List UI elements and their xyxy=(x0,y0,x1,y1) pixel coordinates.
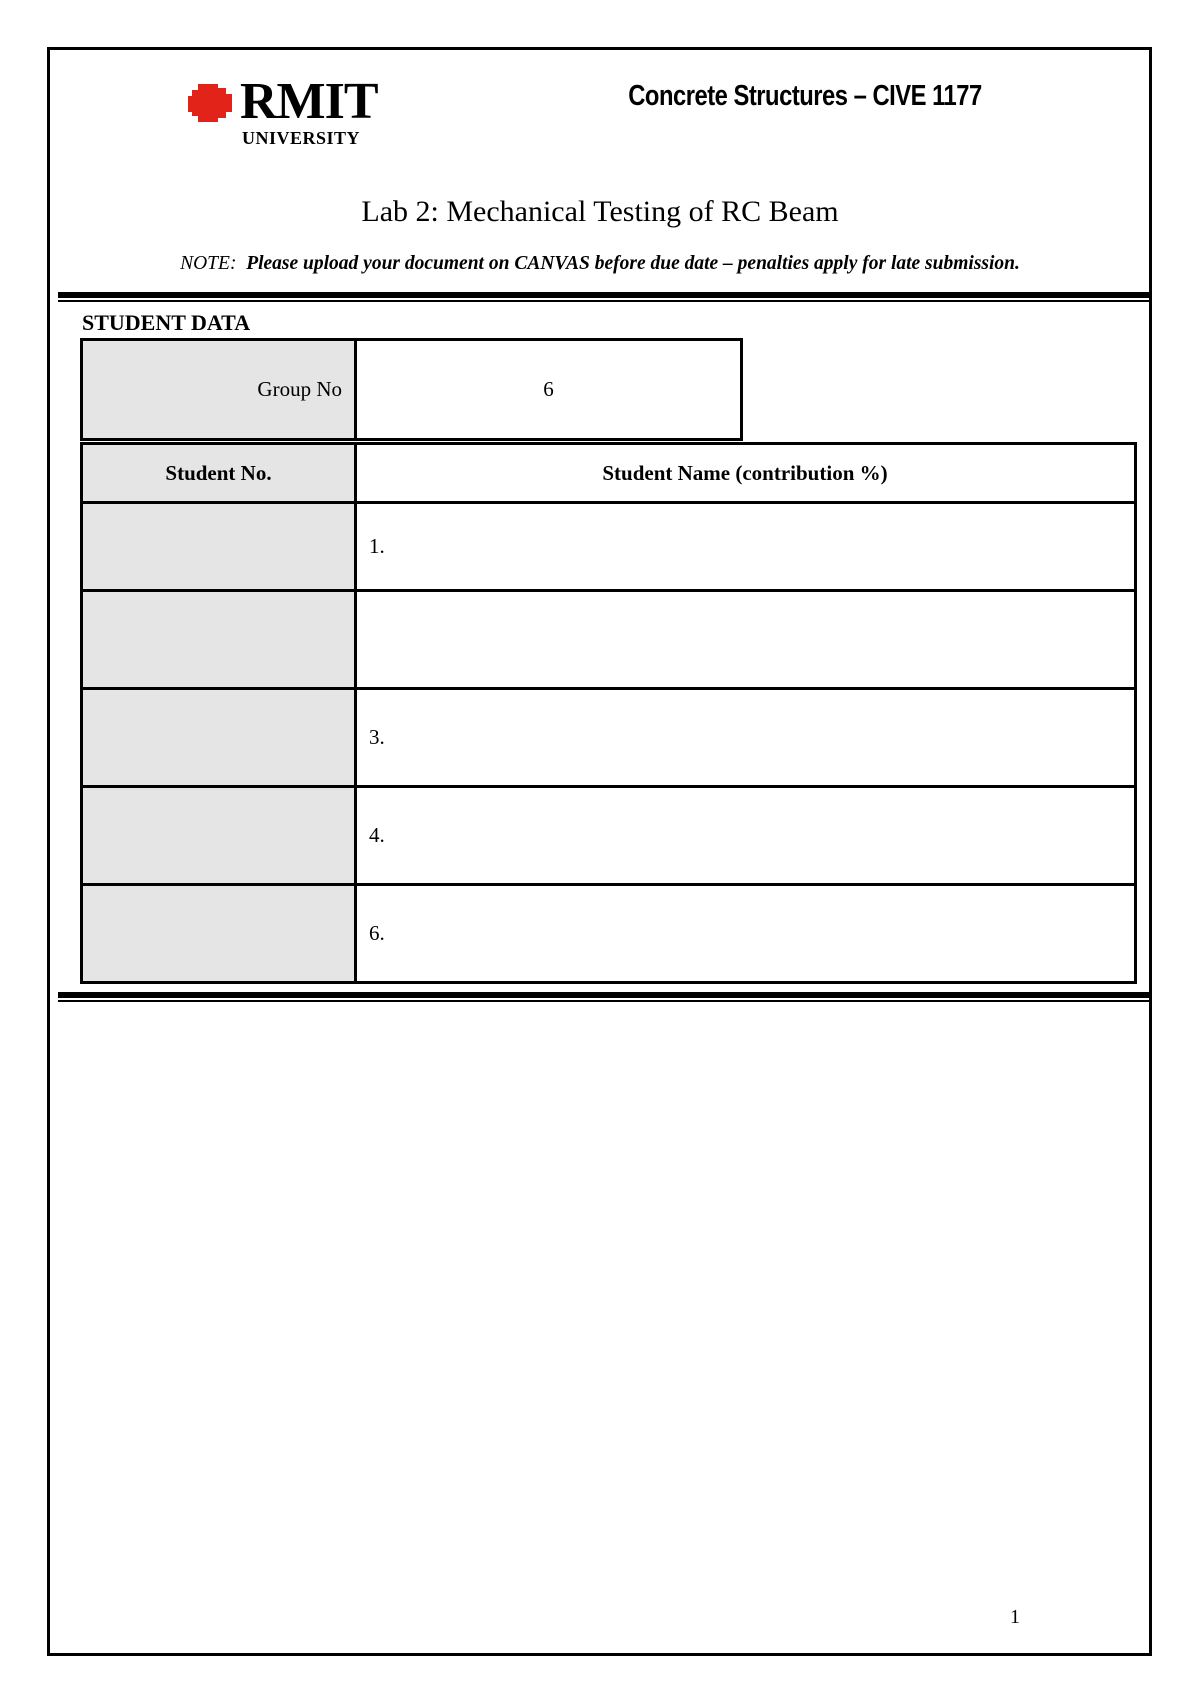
table-row xyxy=(82,591,1136,689)
header-divider-thin xyxy=(58,300,1152,302)
logo-subtext: UNIVERSITY xyxy=(242,128,361,148)
group-label: Group No xyxy=(82,340,356,440)
table-header-row xyxy=(82,444,1136,503)
logo-wordmark: RMIT xyxy=(240,73,378,130)
section-divider-thin xyxy=(58,1000,1152,1002)
column-header-student-name: Student Name (contribution %) xyxy=(356,444,1136,503)
section-heading: STUDENT DATA xyxy=(82,310,251,335)
student-name-cell[interactable]: 1. xyxy=(356,503,1136,591)
header-divider xyxy=(58,292,1152,298)
section-divider xyxy=(58,992,1152,998)
student-name-cell[interactable] xyxy=(356,591,1136,689)
rmit-pixel-icon xyxy=(188,82,234,124)
student-no-cell[interactable] xyxy=(82,885,356,983)
document-title: Lab 2: Mechanical Testing of RC Beam xyxy=(361,195,839,228)
note-message: Please upload your document on CANVAS before due date – penalties apply for late submission. xyxy=(246,253,1020,274)
student-name-cell[interactable]: 4. xyxy=(356,787,1136,885)
table-row xyxy=(82,787,1136,885)
note-label: NOTE: xyxy=(180,253,237,274)
table-row xyxy=(82,885,1136,983)
page-number: 1 xyxy=(1010,1606,1020,1628)
column-header-student-no: Student No. xyxy=(82,444,356,503)
student-no-cell[interactable] xyxy=(82,591,356,689)
table-row xyxy=(82,689,1136,787)
table-row xyxy=(82,503,1136,591)
course-title: Concrete Structures – CIVE 1177 xyxy=(628,80,982,112)
group-value[interactable]: 6 xyxy=(356,340,742,440)
submission-note xyxy=(0,253,1200,275)
student-no-cell[interactable] xyxy=(82,787,356,885)
student-table xyxy=(80,442,1137,984)
student-name-cell[interactable]: 6. xyxy=(356,885,1136,983)
rmit-logo xyxy=(188,73,378,148)
student-name-cell[interactable]: 3. xyxy=(356,689,1136,787)
student-no-cell[interactable] xyxy=(82,689,356,787)
student-no-cell[interactable] xyxy=(82,503,356,591)
group-table xyxy=(80,338,743,441)
